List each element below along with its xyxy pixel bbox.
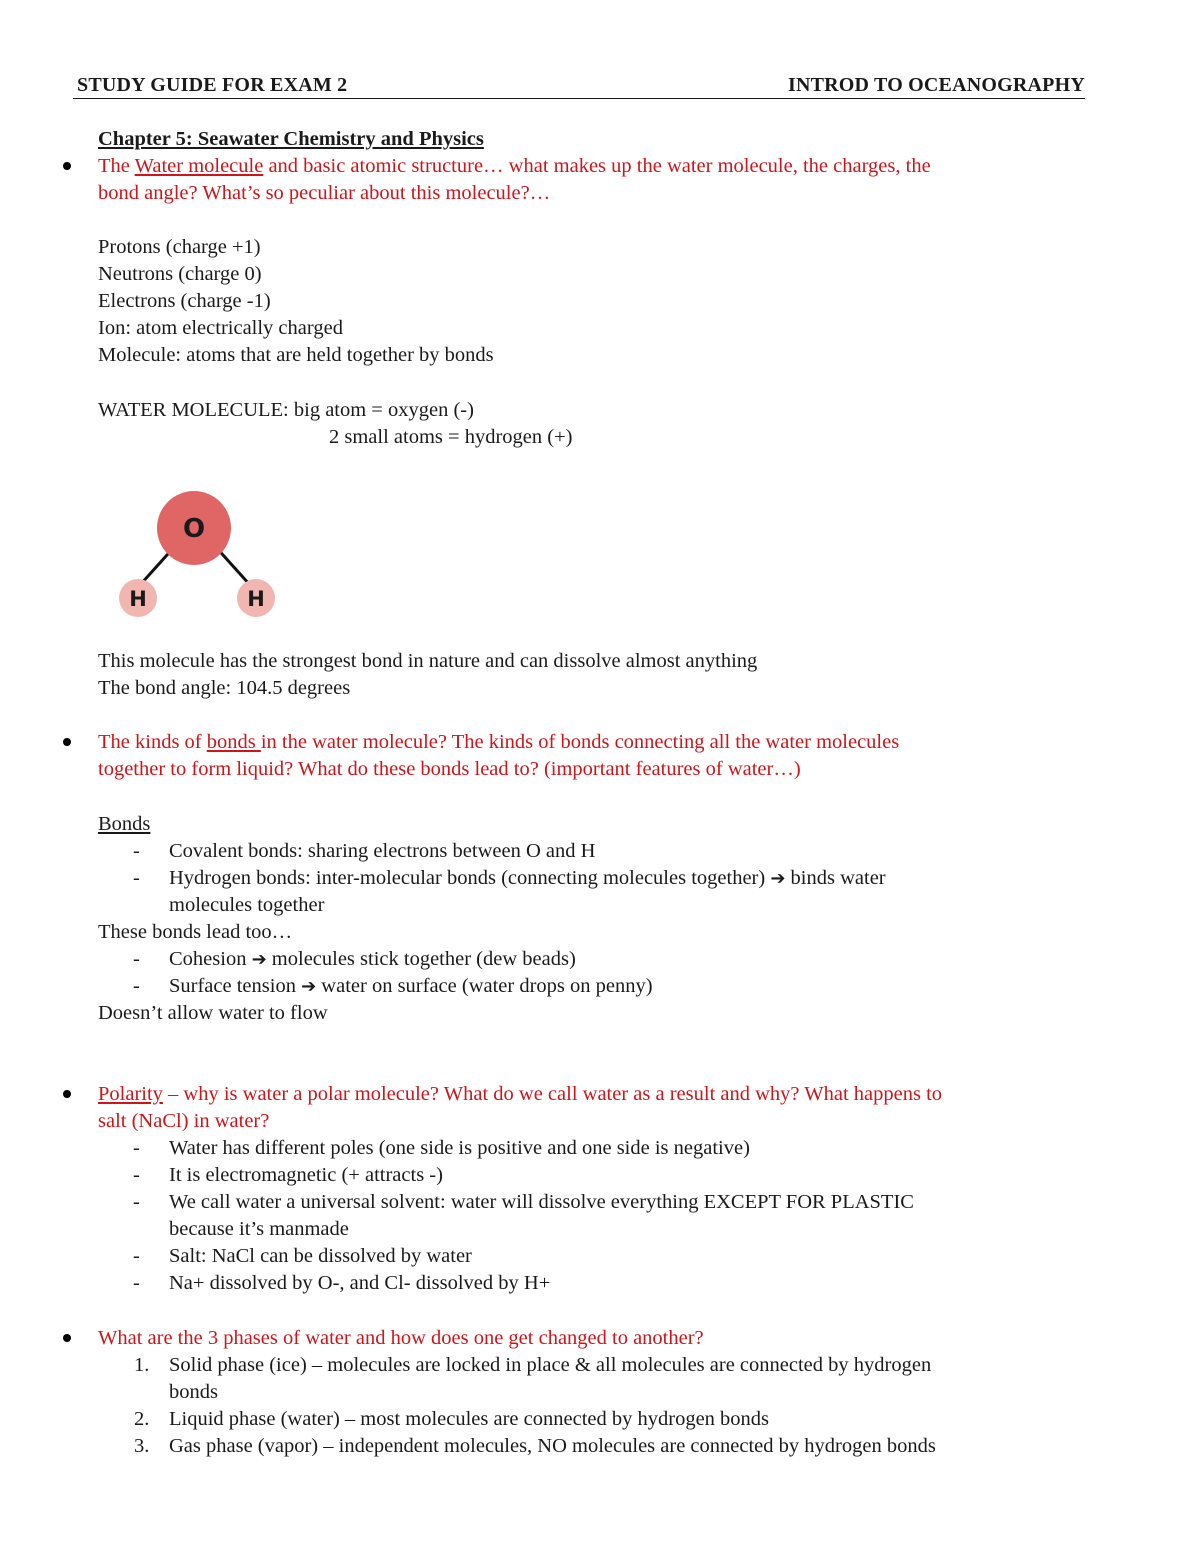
polarity-item: It is electromagnetic (+ attracts -) <box>169 1164 443 1186</box>
dash-marker: - <box>133 1164 140 1186</box>
polarity-item: Water has different poles (one side is positive and one side is negative) <box>169 1137 750 1159</box>
bonds-heading: Bonds <box>98 813 151 835</box>
page-header <box>73 73 1085 99</box>
surface-tension-result: water on surface (water drops on penny) <box>316 975 653 997</box>
oxygen-label: O <box>182 514 206 544</box>
list-number: 2. <box>134 1408 150 1430</box>
bullet-icon <box>63 162 71 170</box>
question-polarity-line2: salt (NaCl) in water? <box>98 1110 270 1132</box>
polarity-item: Salt: NaCl can be dissolved by water <box>169 1245 472 1267</box>
q3-link: Polarity <box>98 1083 163 1105</box>
q1-pre: The <box>98 155 135 177</box>
definition-protons: Protons (charge +1) <box>98 236 261 258</box>
header-right-title: INTROD TO OCEANOGRAPHY <box>787 74 1085 96</box>
phase-solid-continued: bonds <box>169 1381 218 1403</box>
water-molecule-line2: 2 small atoms = hydrogen (+) <box>329 426 573 448</box>
question-water-molecule-line2: bond angle? What’s so peculiar about this molecule?… <box>98 182 551 204</box>
cohesion-result: molecules stick together (dew beads) <box>266 948 576 970</box>
phase-gas: Gas phase (vapor) – independent molecules, NO molecules are connected by hydrogen bonds <box>169 1435 936 1457</box>
polarity-item: We call water a universal solvent: water will dissolve everything EXCEPT FOR PLASTIC <box>169 1191 914 1213</box>
polarity-item: Na+ dissolved by O-, and Cl- dissolved by H+ <box>169 1272 551 1294</box>
bonds-lead-heading: These bonds lead too… <box>98 921 293 943</box>
definition-molecule: Molecule: atoms that are held together by bonds <box>98 344 494 366</box>
question-bonds <box>98 729 899 756</box>
dash-marker: - <box>133 840 140 862</box>
dash-marker: - <box>133 948 140 970</box>
hydrogen-left-label: H <box>129 587 147 611</box>
polarity-item-continued: because it’s manmade <box>169 1218 349 1240</box>
bond-hydrogen <box>169 865 886 892</box>
bullet-icon <box>63 1334 71 1342</box>
bond-hydrogen-text: Hydrogen bonds: inter-molecular bonds (connecting molecules together) <box>169 867 771 889</box>
arrow-right-icon: ➔ <box>770 868 786 889</box>
bonds-flow-note: Doesn’t allow water to flow <box>98 1002 328 1024</box>
water-molecule-line1: WATER MOLECULE: big atom = oxygen (-) <box>98 399 474 421</box>
q1-post: and basic atomic structure… what makes up the water molecule, the charges, the <box>263 155 931 177</box>
question-bonds-line2: together to form liquid? What do these bonds lead to? (important features of water…) <box>98 758 801 780</box>
definition-electrons: Electrons (charge -1) <box>98 290 271 312</box>
q2-post: in the water molecule? The kinds of bonds connecting all the water molecules <box>260 731 900 753</box>
water-molecule-diagram <box>110 485 290 620</box>
bond-surface-tension <box>169 973 653 1000</box>
phase-liquid: Liquid phase (water) – most molecules are connected by hydrogen bonds <box>169 1408 770 1430</box>
dash-marker: - <box>133 1191 140 1213</box>
q2-link: bonds <box>206 731 261 753</box>
phase-solid: Solid phase (ice) – molecules are locked in place & all molecules are connected by hydrogen <box>169 1354 932 1376</box>
hydrogen-right-label: H <box>247 587 265 611</box>
note-bond-angle: The bond angle: 104.5 degrees <box>98 677 351 699</box>
dash-marker: - <box>133 1245 140 1267</box>
bond-hydrogen-line2: molecules together <box>169 894 325 916</box>
question-polarity <box>98 1081 942 1108</box>
q3-post: – why is water a polar molecule? What do we call water as a result and why? What happens to <box>162 1083 943 1105</box>
question-phases: What are the 3 phases of water and how does one get changed to another? <box>98 1327 704 1349</box>
chapter-title: Chapter 5: Seawater Chemistry and Physics <box>98 128 484 150</box>
bond-hydrogen-result: binds water <box>785 867 886 889</box>
list-number: 3. <box>134 1435 150 1457</box>
dash-marker: - <box>133 1272 140 1294</box>
header-left-title: STUDY GUIDE FOR EXAM 2 <box>77 74 348 96</box>
dash-marker: - <box>133 867 140 889</box>
q2-pre: The kinds of <box>98 731 207 753</box>
bond-cohesion <box>169 946 576 973</box>
surface-tension-text: Surface tension <box>169 975 302 997</box>
dash-marker: - <box>133 1137 140 1159</box>
bullet-icon <box>63 1090 71 1098</box>
dash-marker: - <box>133 975 140 997</box>
arrow-right-icon: ➔ <box>251 949 267 970</box>
question-water-molecule <box>98 153 931 180</box>
note-strongest-bond: This molecule has the strongest bond in nature and can dissolve almost anything <box>98 650 758 672</box>
definition-ion: Ion: atom electrically charged <box>98 317 343 339</box>
bullet-icon <box>63 738 71 746</box>
bond-covalent: Covalent bonds: sharing electrons between O and H <box>169 840 596 862</box>
list-number: 1. <box>134 1354 150 1376</box>
arrow-right-icon: ➔ <box>301 976 317 997</box>
q1-link: Water molecule <box>134 155 264 177</box>
definition-neutrons: Neutrons (charge 0) <box>98 263 262 285</box>
cohesion-text: Cohesion <box>169 948 252 970</box>
